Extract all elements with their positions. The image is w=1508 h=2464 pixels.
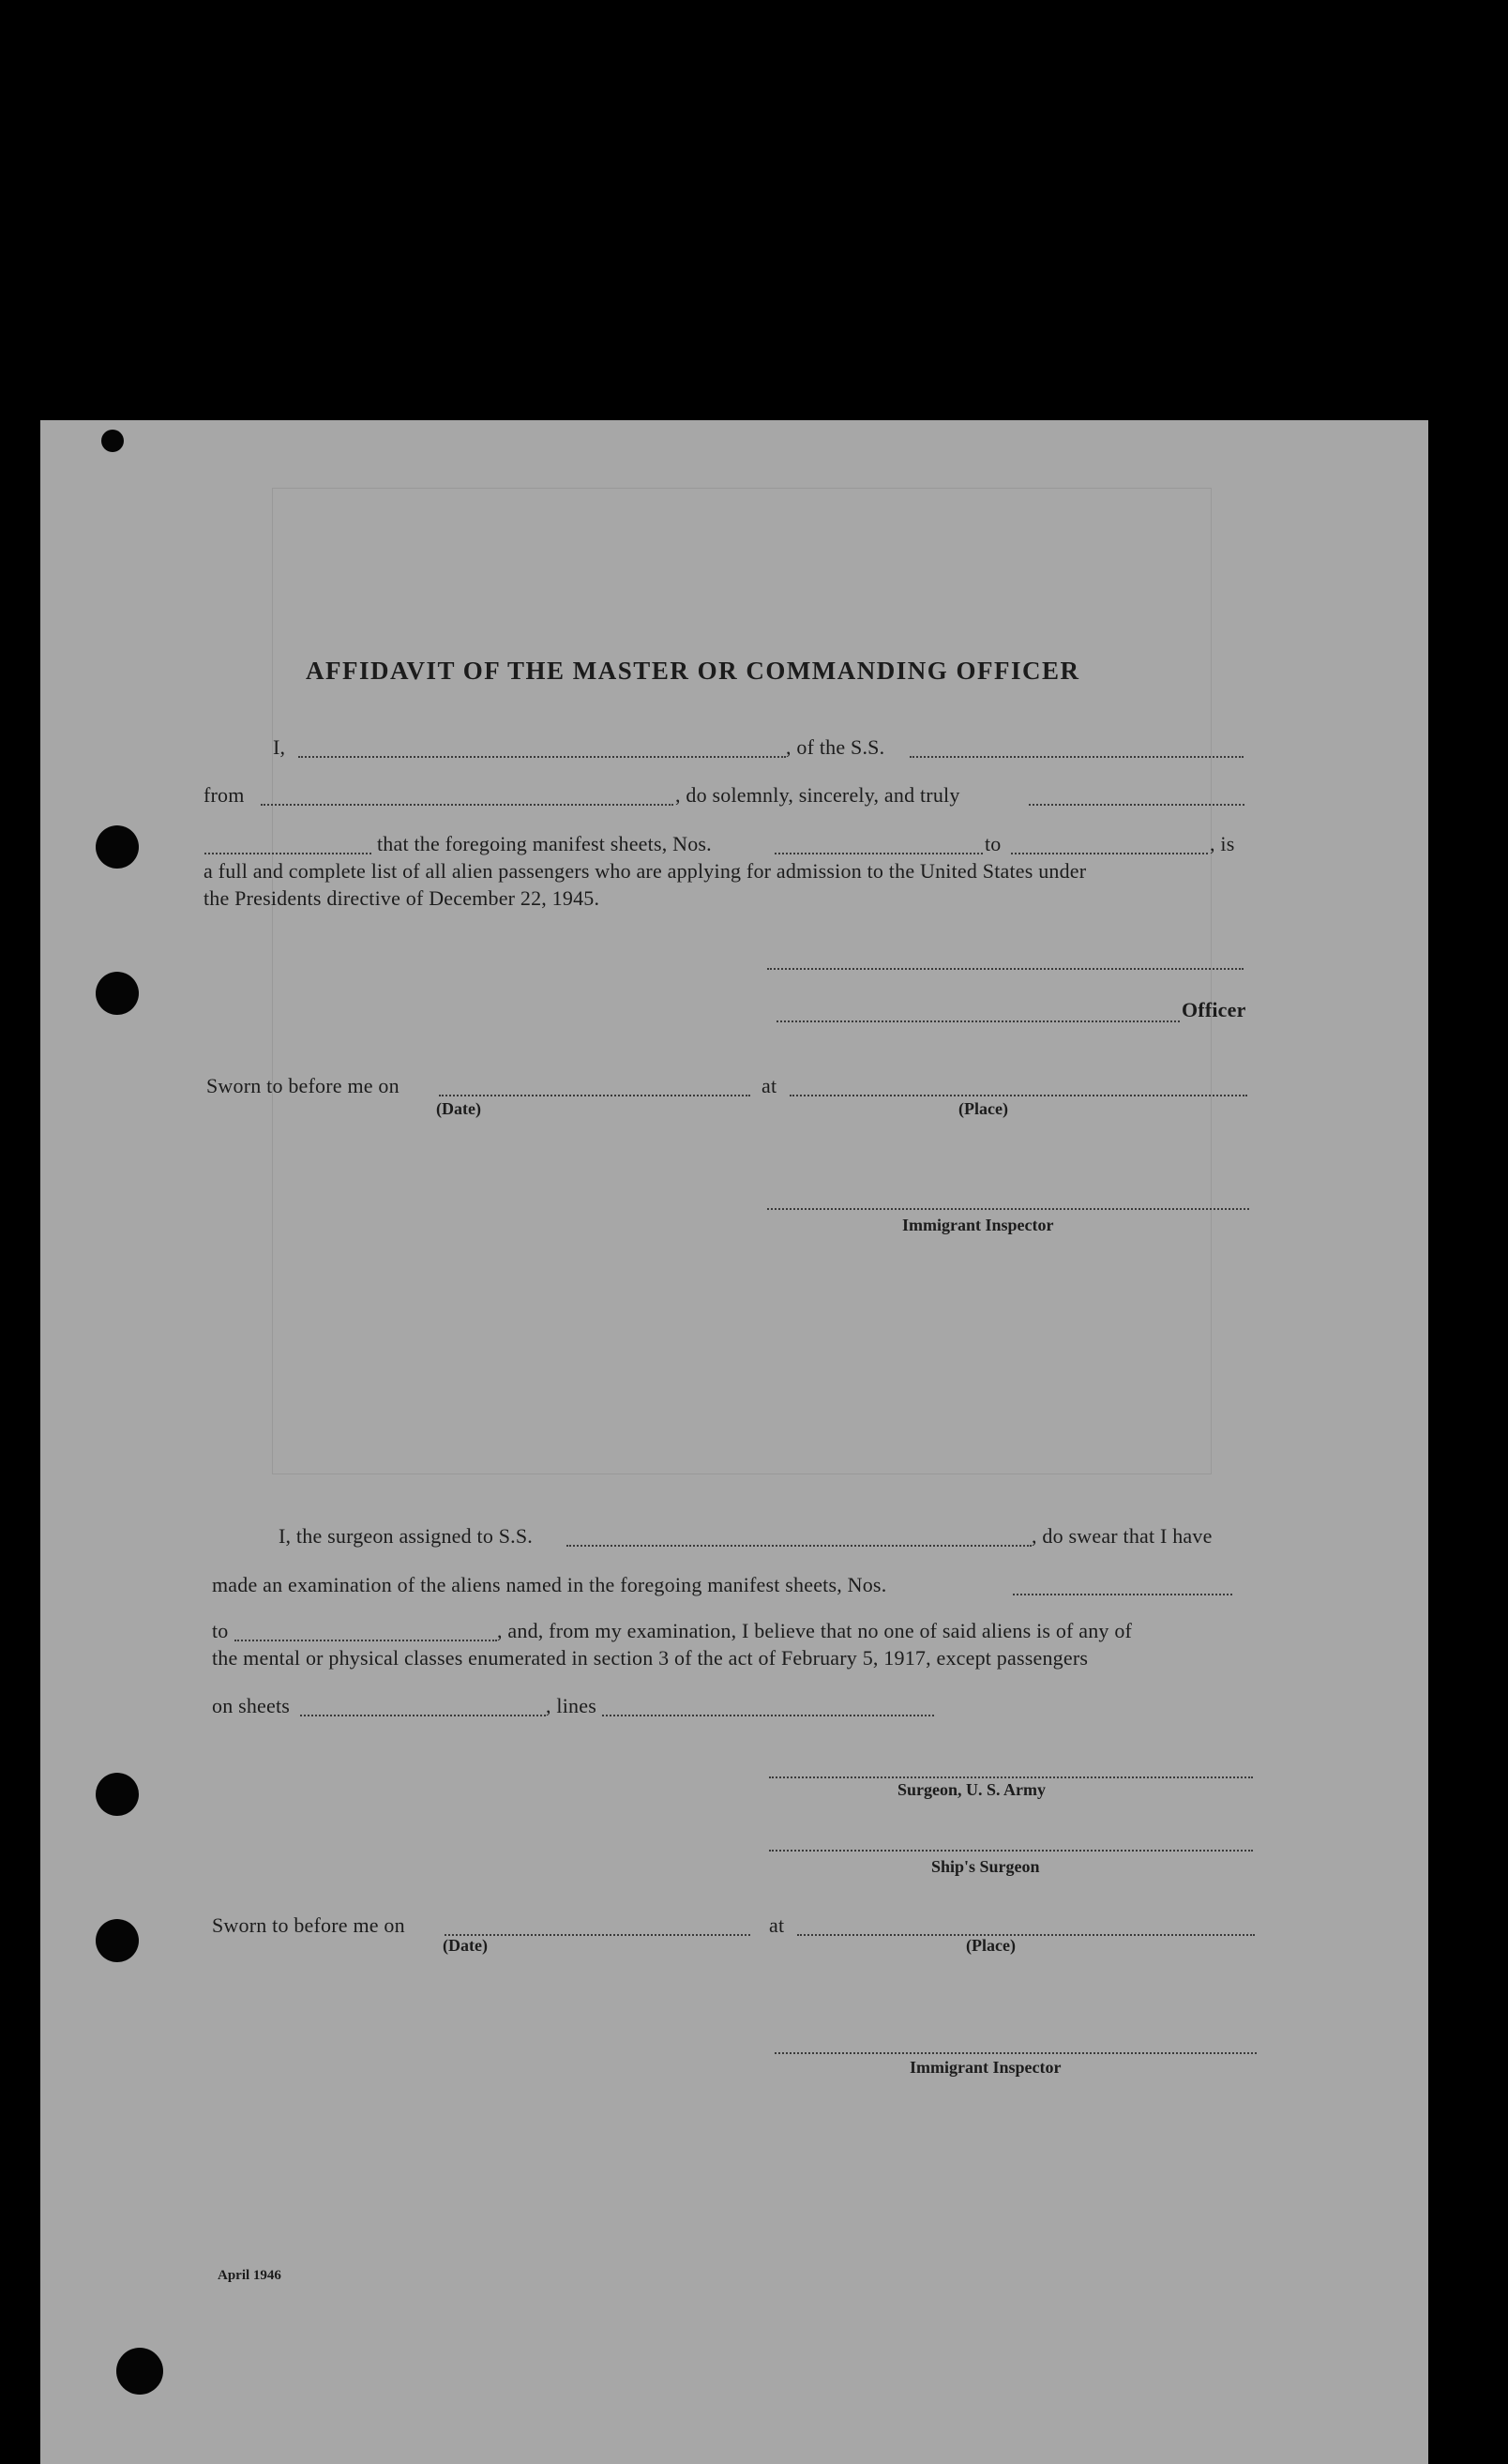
date-caption: (Date) bbox=[436, 1099, 481, 1118]
punch-hole bbox=[96, 972, 139, 1015]
officer-signature-top-line[interactable] bbox=[767, 968, 1244, 970]
place-caption: (Place) bbox=[958, 1099, 1008, 1118]
affidavit-is-label: , is bbox=[1210, 832, 1235, 855]
army-surgeon-signature-line[interactable] bbox=[769, 1776, 1253, 1778]
inspector-signature-line-2[interactable] bbox=[775, 2052, 1257, 2054]
sheet-to-field[interactable] bbox=[1011, 853, 1208, 854]
punch-hole bbox=[96, 1919, 139, 1962]
affidavit-i-label: I, bbox=[273, 735, 286, 759]
inspector-signature-line[interactable] bbox=[767, 1208, 1249, 1210]
affidavit-text-line5: the Presidents directive of December 22, 1945. bbox=[204, 886, 600, 910]
place-caption-2: (Place) bbox=[966, 1936, 1016, 1955]
surgeon-text-line2: made an examination of the aliens named in the foregoing manifest sheets, Nos. bbox=[212, 1573, 887, 1596]
ship-surgeon-label: Ship's Surgeon bbox=[931, 1857, 1040, 1876]
affidavit-from-label: from bbox=[204, 783, 245, 807]
officer-signature-line[interactable] bbox=[777, 1020, 1180, 1022]
surgeon-to-label: to bbox=[212, 1619, 229, 1642]
affidavit-swear-text: , do solemnly, sincerely, and truly bbox=[675, 783, 960, 807]
sworn-date-field-2[interactable] bbox=[445, 1934, 750, 1936]
surgeon-text-line1b: , do swear that I have bbox=[1032, 1524, 1213, 1548]
affidavit-manifest-text: that the foregoing manifest sheets, Nos. bbox=[377, 832, 712, 855]
punch-hole bbox=[96, 1773, 139, 1816]
affidavit-ss-label: , of the S.S. bbox=[786, 735, 885, 759]
surgeon-text-line1a: I, the surgeon assigned to S.S. bbox=[279, 1524, 534, 1548]
inspector-label-2: Immigrant Inspector bbox=[910, 2058, 1062, 2077]
surgeon-sheet-from-field[interactable] bbox=[1013, 1594, 1232, 1595]
sworn-label-2: Sworn to before me on bbox=[212, 1913, 405, 1937]
affidavit-text-line4: a full and complete list of all alien passengers who are applying for admission to the United States under bbox=[204, 859, 1087, 883]
army-surgeon-label: Surgeon, U. S. Army bbox=[897, 1780, 1047, 1799]
sworn-at-label: at bbox=[762, 1074, 777, 1097]
bleed-through-table bbox=[272, 488, 1212, 1474]
swear-extension-field[interactable] bbox=[1029, 804, 1244, 806]
punch-hole bbox=[116, 2348, 163, 2395]
punch-hole bbox=[96, 825, 139, 869]
sworn-label: Sworn to before me on bbox=[206, 1074, 400, 1097]
inspector-label: Immigrant Inspector bbox=[902, 1216, 1054, 1234]
sworn-date-field[interactable] bbox=[439, 1095, 750, 1096]
officer-label: Officer bbox=[1182, 998, 1246, 1021]
surgeon-on-sheets-label: on sheets bbox=[212, 1694, 291, 1717]
surgeon-sheet-to-field[interactable] bbox=[234, 1640, 497, 1641]
swear-continuation-field[interactable] bbox=[204, 853, 371, 854]
ship-surgeon-signature-line[interactable] bbox=[769, 1850, 1253, 1852]
affidavit-to-label: to bbox=[985, 832, 1002, 855]
surgeon-lines-label: , lines bbox=[546, 1694, 596, 1717]
sheet-from-field[interactable] bbox=[775, 853, 983, 854]
sworn-at-label-2: at bbox=[769, 1913, 785, 1937]
surgeon-text-line3: , and, from my examination, I believe that no one of said aliens is of any of bbox=[497, 1619, 1133, 1642]
ship-name-field[interactable] bbox=[910, 756, 1244, 758]
surgeon-text-line4: the mental or physical classes enumerated in section 3 of the act of February 5, 1917, except passengers bbox=[212, 1646, 1089, 1670]
surgeon-ship-field[interactable] bbox=[566, 1545, 1032, 1547]
except-lines-field[interactable] bbox=[602, 1715, 934, 1716]
affidavit-title: AFFIDAVIT OF THE MASTER OR COMMANDING OFFICER bbox=[306, 657, 1080, 685]
except-sheets-field[interactable] bbox=[300, 1715, 546, 1716]
master-name-field[interactable] bbox=[298, 756, 786, 758]
sworn-place-field-2[interactable] bbox=[797, 1934, 1255, 1936]
sworn-place-field[interactable] bbox=[790, 1095, 1247, 1096]
form-date: April 1946 bbox=[218, 2268, 281, 2283]
port-from-field[interactable] bbox=[261, 804, 673, 806]
date-caption-2: (Date) bbox=[443, 1936, 488, 1955]
punch-hole bbox=[101, 430, 124, 452]
